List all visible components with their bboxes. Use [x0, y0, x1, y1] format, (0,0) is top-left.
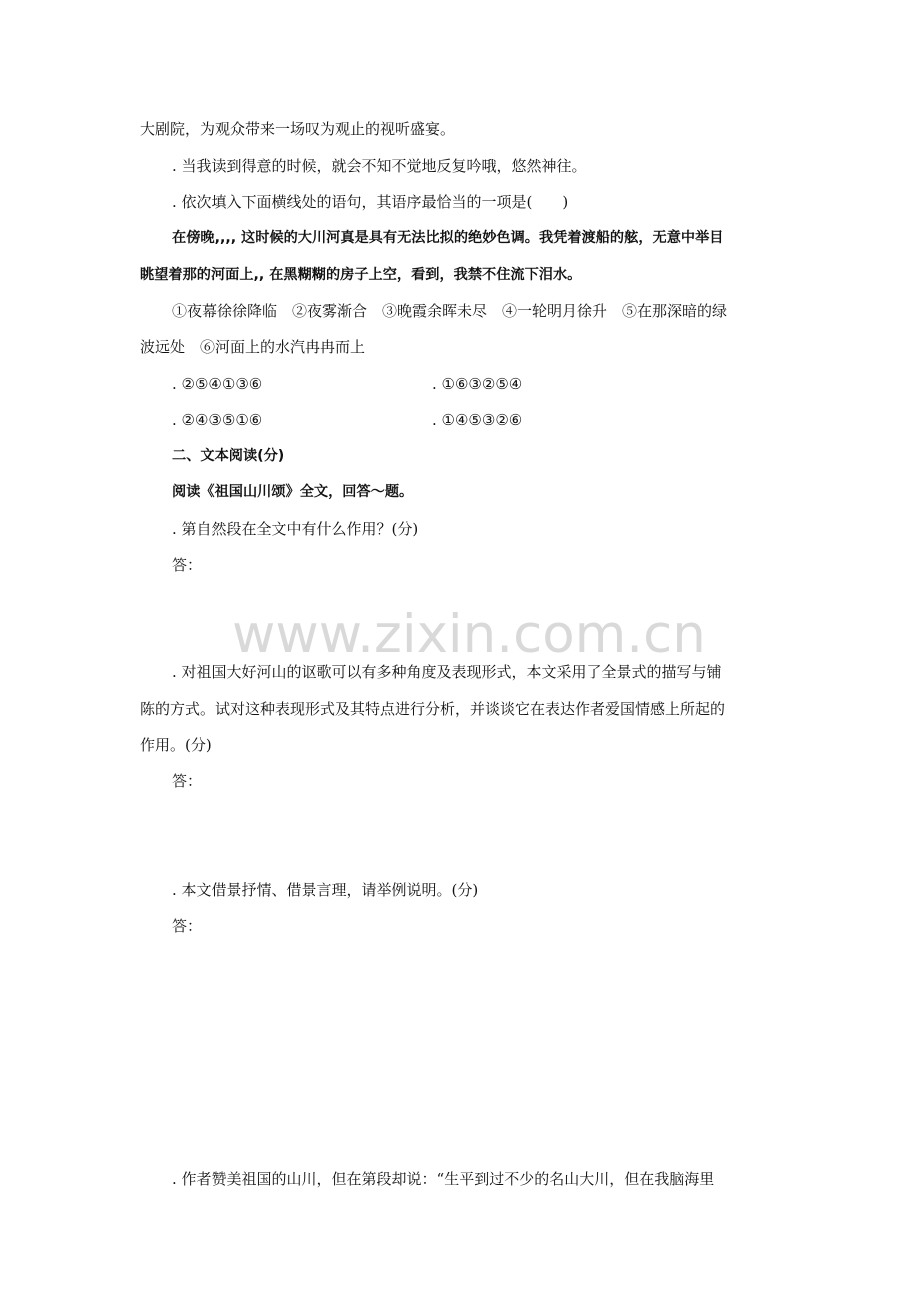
question-2-continued: 陈的方式。试对这种表现形式及其特点进行分析，并谈谈它在表达作者爱国情感上所起的 [140, 700, 726, 718]
option-c: . ②④③⑤①⑥ [172, 411, 263, 429]
choices-line: 波远处 ⑥河面上的水汽冉冉而上 [140, 338, 366, 356]
question-text: . 依次填入下面横线处的语句，其语序最恰当的一项是( ) [172, 193, 569, 211]
question-4: . 作者赞美祖国的山川，但在第段却说：“生平到过不少的名山大川，但在我脑海里 [172, 1170, 715, 1188]
option-d: . ①④⑤③②⑥ [432, 411, 523, 429]
option-a: . ②⑤④①③⑥ [172, 375, 263, 393]
passage-line-bold: 眺望着那的河面上,, 在黑糊糊的房子上空，看到，我禁不住流下泪水。 [140, 267, 582, 283]
answer-label-3: 答： [172, 917, 203, 935]
section-heading: 二、文本阅读(分) [172, 448, 285, 464]
watermark: www.zixin.com.cn [232, 604, 706, 665]
text-line: . 当我读到得意的时候，就会不知不觉地反复吟哦，悠然神往。 [172, 157, 587, 175]
question-1: . 第自然段在全文中有什么作用？(分) [172, 520, 419, 538]
option-b: . ①⑥③②⑤④ [432, 375, 523, 393]
answer-label-2: 答： [172, 772, 203, 790]
question-3: . 本文借景抒情、借景言理，请举例说明。(分) [172, 881, 479, 899]
question-2-continued: 作用。(分) [140, 736, 212, 754]
question-2: . 对祖国大好河山的讴歌可以有多种角度及表现形式，本文采用了全景式的描写与铺 [172, 663, 722, 681]
choices-line: ①夜幕徐徐降临 ②夜雾渐合 ③晚霞余晖未尽 ④一轮明月徐升 ⑤在那深暗的绿 [172, 302, 728, 320]
reading-instruction: 阅读《祖国山川颂》全文，回答～题。 [172, 484, 414, 500]
answer-label-1: 答： [172, 556, 203, 574]
passage-line-bold: 在傍晚,,,, 这时候的大川河真是具有无法比拟的绝妙色调。我凭着渡船的舷，无意中举目 [172, 230, 724, 246]
text-line: 大剧院，为观众带来一场叹为观止的视听盛宴。 [140, 120, 456, 138]
